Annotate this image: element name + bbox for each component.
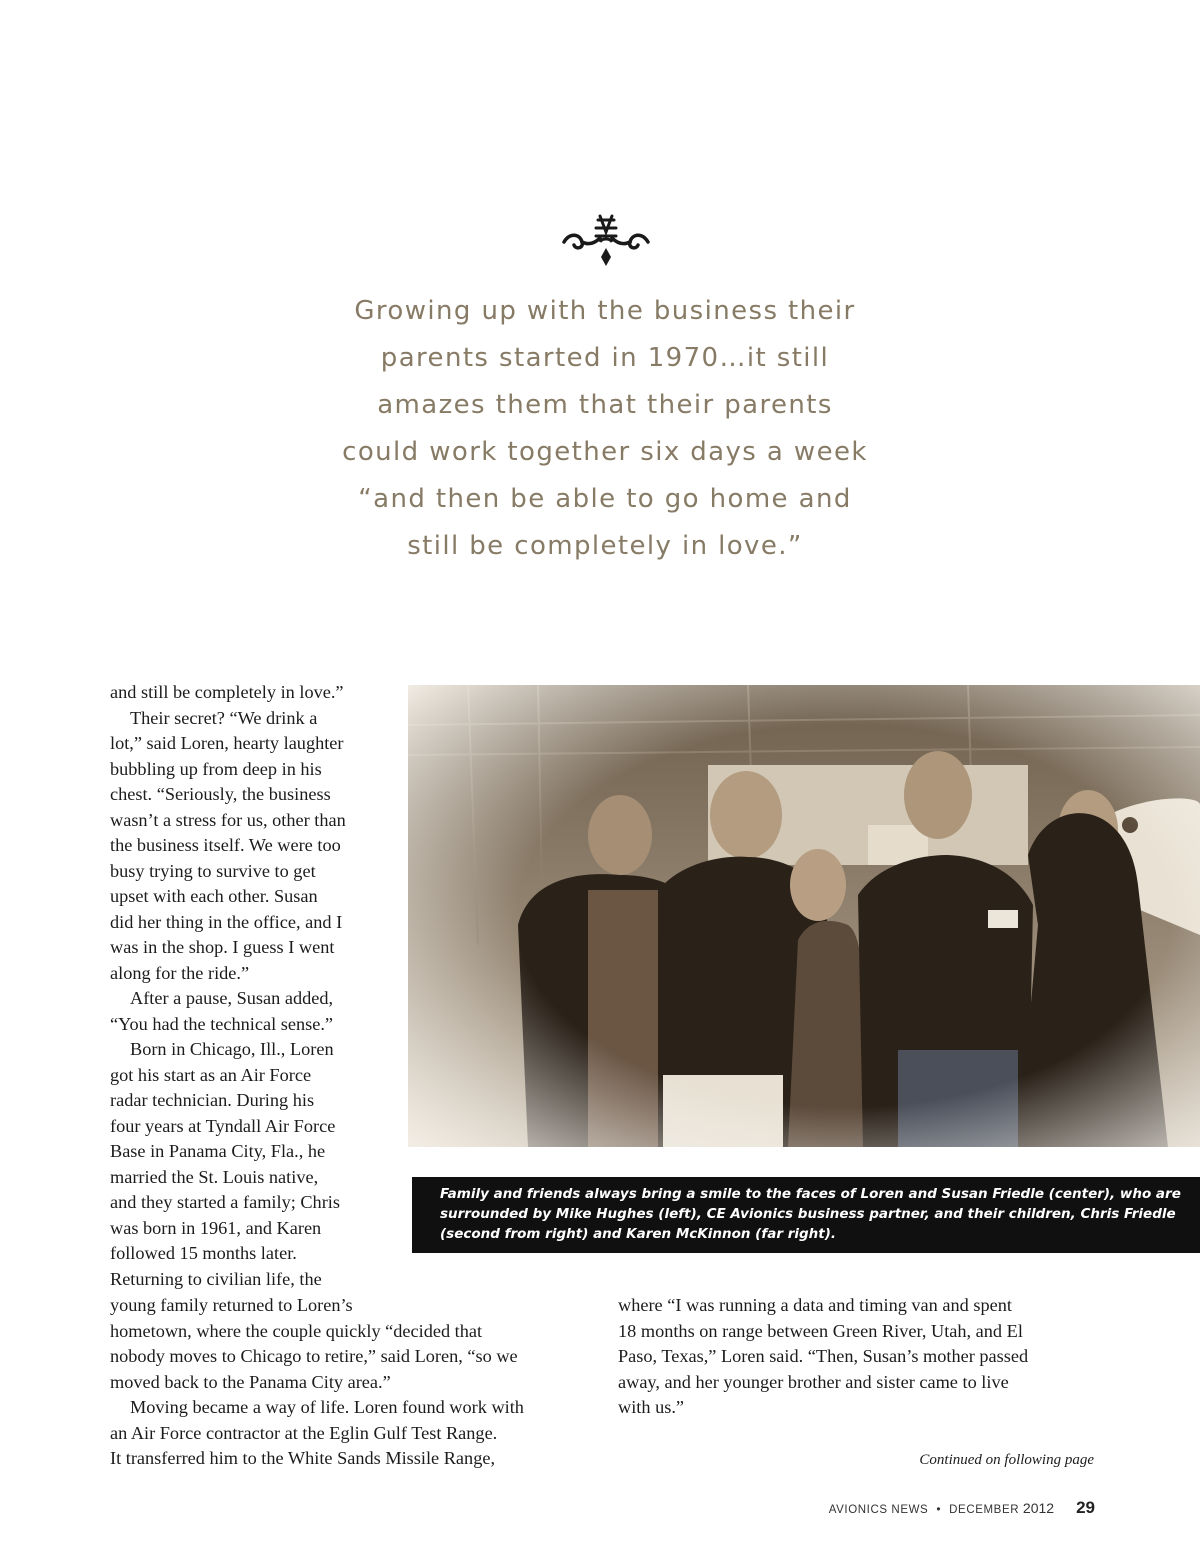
pull-quote-line: parents started in 1970…it still: [380, 343, 830, 373]
article-line: lot,” said Loren, hearty laughter: [110, 733, 344, 753]
article-line: where “I was running a data and timing van and spent: [618, 1295, 1012, 1315]
article-left-column: [110, 680, 400, 1292]
pull-quote-line: still be completely in love.”: [407, 531, 803, 561]
article-line: radar technician. During his: [110, 1090, 315, 1110]
article-line: Moving became a way of life. Loren found work with: [130, 1397, 524, 1417]
article-line: away, and her younger brother and sister came to live: [618, 1371, 1009, 1392]
article-line: moved back to the Panama City area.”: [110, 1371, 391, 1392]
photo-caption: [412, 1177, 1200, 1253]
article-line: chest. “Seriously, the business: [110, 784, 331, 804]
article-line: followed 15 months later.: [110, 1243, 297, 1263]
article-line: along for the ride.”: [110, 962, 250, 983]
pull-quote-line: amazes them that their parents: [377, 390, 833, 420]
article-line: did her thing in the office, and I: [110, 911, 343, 932]
continued-note: Continued on following page: [919, 1452, 1094, 1468]
article-line: hometown, where the couple quickly “decided that: [110, 1320, 483, 1341]
caption-line: Family and friends always bring a smile to the faces of Loren and Susan Friedle (center), who are: [440, 1186, 1181, 1202]
separator-bullet: •: [936, 1502, 942, 1516]
article-line: “You had the technical sense.”: [110, 1013, 334, 1034]
family-photo: [408, 685, 1200, 1147]
article-line: It transferred him to the White Sands Missile Range,: [110, 1448, 496, 1468]
article-right-column: [618, 1293, 1098, 1421]
caption-line: (second from right) and Karen McKinnon (far right).: [440, 1226, 837, 1242]
pull-quote-line: “and then be able to go home and: [358, 484, 852, 514]
article-line: Base in Panama City, Fla., he: [110, 1141, 326, 1161]
article-line: and they started a family; Chris: [110, 1192, 340, 1212]
article-line: Their secret? “We drink a: [130, 707, 318, 728]
article-line: busy trying to survive to get: [110, 860, 316, 881]
pull-quote-line: could work together six days a week: [342, 437, 868, 467]
article-line: Returning to civilian life, the: [110, 1268, 322, 1289]
page-footer: [780, 1498, 1095, 1518]
article-line: After a pause, Susan added,: [130, 988, 334, 1008]
issue-year: 2012: [1022, 1500, 1055, 1516]
article-line: bubbling up from deep in his: [110, 758, 322, 779]
article-line: Born in Chicago, Ill., Loren: [130, 1039, 334, 1059]
article-line: the business itself. We were too: [110, 835, 341, 855]
article-line: wasn’t a stress for us, other than: [110, 809, 346, 830]
article-line: was in the shop. I guess I went: [110, 937, 335, 957]
article-line: an Air Force contractor at the Eglin Gulf Test Range.: [110, 1422, 498, 1443]
article-line: with us.”: [618, 1397, 685, 1417]
article-line: 18 months on range between Green River, Utah, and El: [618, 1320, 1023, 1341]
article-line: nobody moves to Chicago to retire,” said Loren, “so we: [110, 1346, 518, 1366]
page-number: 29: [1076, 1498, 1095, 1517]
issue-month: DECEMBER: [949, 1504, 1020, 1516]
article-line: four years at Tyndall Air Force: [110, 1115, 336, 1136]
ornament-flourish-icon: [560, 212, 652, 270]
article-line: and still be completely in love.”: [110, 682, 344, 702]
article-line: young family returned to Loren’s: [110, 1295, 353, 1315]
article-line: was born in 1961, and Karen: [110, 1217, 322, 1238]
article-line: got his start as an Air Force: [110, 1064, 312, 1085]
caption-line: surrounded by Mike Hughes (left), CE Avionics business partner, and their children, Chris Friedle: [440, 1206, 1176, 1222]
publication-name: AVIONICS NEWS: [828, 1504, 929, 1516]
article-line: Paso, Texas,” Loren said. “Then, Susan’s mother passed: [618, 1346, 1029, 1366]
article-line: married the St. Louis native,: [110, 1166, 319, 1187]
pull-quote-line: Growing up with the business their: [354, 296, 856, 326]
article-line: upset with each other. Susan: [110, 886, 318, 906]
article-wide-column: [110, 1293, 590, 1472]
pull-quote: [330, 288, 880, 570]
